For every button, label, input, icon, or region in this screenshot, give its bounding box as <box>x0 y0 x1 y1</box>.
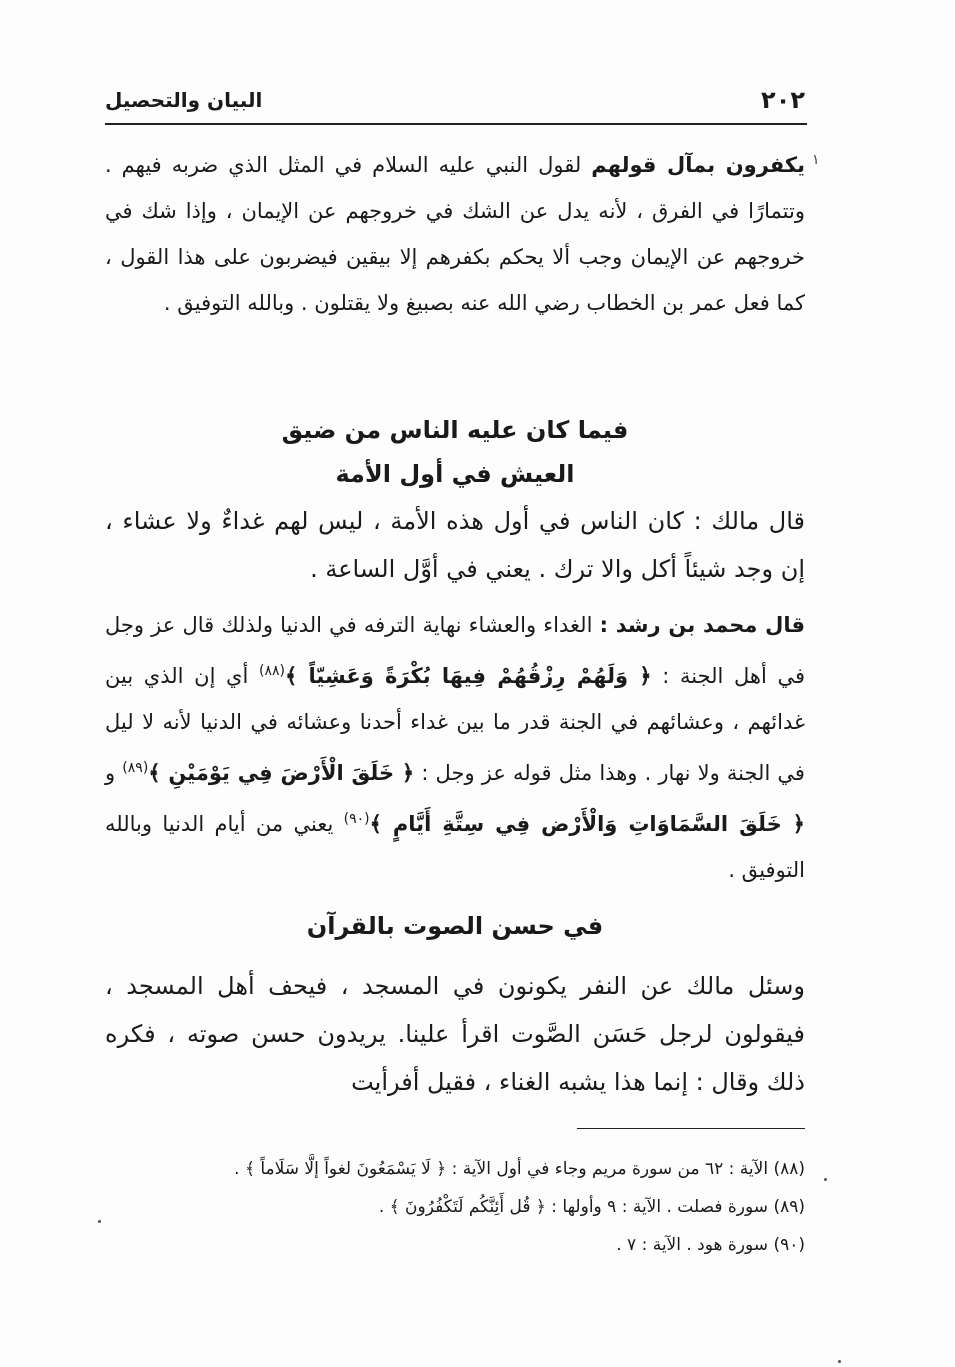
footnote-rule <box>577 1128 805 1129</box>
section-1-heading-line-1: فيما كان عليه الناس من ضيق <box>281 416 629 444</box>
footnote-ref-90[interactable]: (٩٠) <box>343 811 370 827</box>
header-rule <box>105 123 807 125</box>
section-1-paragraph-1 <box>105 497 805 593</box>
section-2-paragraph <box>105 962 805 1106</box>
scan-speck <box>824 1178 827 1181</box>
section-1-paragraph-2-text <box>105 602 805 893</box>
quran-verse-2: ﴿ خَلَقَ الْأَرْضَ فِي يَوْمَيْنِ ﴾ <box>148 761 415 785</box>
paragraph-1 <box>105 142 805 326</box>
section-1-paragraph-2-a: الغداء والعشاء نهاية الترفه في الدنيا ولذلك قال عز وجل في أهل الجنة : <box>105 613 806 688</box>
footnote-90: (٩٠) سورة هود . الآية : ٧ . <box>616 1235 805 1255</box>
paragraph-1-lead: يكفرون بمآل قولهم <box>591 153 806 177</box>
section-1-paragraph-2 <box>105 602 805 893</box>
footnote-ref-88[interactable]: (٨٨) <box>258 663 285 679</box>
section-2-paragraph-text: وسئل مالك عن النفر يكونون في المسجد ، فيحف أهل المسجد ، فيقولون لرجل حَسَن الصَّوت اقرأ علينا. يريدون حسن صوته ، فكره ذلك وقال : إنما هذا يشبه الغناء ، فقيل أفرأيت <box>105 972 805 1096</box>
page-number: ٢٠٢ <box>761 86 805 114</box>
quran-verse-1: ﴿ وَلَهُمْ رِزْقُهُمْ فِيهَا بُكْرَةً وَعَشِيّاً ﴾ <box>284 664 652 688</box>
section-1-paragraph-1-text: قال مالك : كان الناس في أول هذه الأمة ، ليس لهم غداءٌ ولا عشاء ، إن وجد شيئاً أكل والا ترك . يعني في أوَّل الساعة . <box>105 507 805 583</box>
section-1-paragraph-2-b: أي إن الذي بين غدائهم ، وعشائهم في الجنة قدر ما بين غداء أحدنا وعشائه في الدنيا لأنه لا ليل في الجنة ولا نهار . وهذا مثل قوله عز وجل : <box>105 664 805 785</box>
page-header <box>105 86 805 122</box>
paragraph-1-body: لقول النبي عليه السلام في المثل الذي ضربه فيهم . وتتمارًا في الفرق ، لأنه يدل عن الشك في خروجهم عن الإيمان ، وإذا شك في خروجهم عن الإيمان وجب ألا يحكم بكفرهم إلا بيقين فيضربون على هذا القول ، كما فعل عمر بن الخطاب رضي الله عنه بصبيغ ولا يقتلون . وبالله التوفيق . <box>105 153 805 315</box>
section-2-heading: في حسن الصوت بالقرآن <box>306 912 604 940</box>
paragraph-1-text <box>105 142 805 326</box>
quran-verse-3: ﴿ خَلَقَ السَّمَاوَاتِ وَالْأَرْض فِي سِتَّةِ أَيَّامٍ ﴾ <box>369 812 805 836</box>
footnotes <box>105 1150 805 1264</box>
section-1-paragraph-2-c: و <box>105 761 123 785</box>
margin-mark: ١ <box>812 152 820 168</box>
section-1-paragraph-2-d: يعني من أيام الدنيا وبالله التوفيق . <box>105 812 805 882</box>
scan-speck <box>838 1360 841 1363</box>
footnote-ref-89[interactable]: (٨٩) <box>122 760 149 776</box>
section-1-paragraph-2-lead: قال محمد بن رشد : <box>599 613 805 637</box>
section-1-heading-line-2: العيش في أول الأمة <box>335 460 575 488</box>
scan-speck <box>98 1220 101 1223</box>
running-title: البيان والتحصيل <box>105 88 263 112</box>
footnote-88: (٨٨) الآية : ٦٢ من سورة مريم وجاء في أول الآية : ﴿ لَا يَسْمَعُونَ لغواً إلَّا سَلَاماً ﴾ . <box>234 1159 805 1179</box>
footnote-89: (٨٩) سورة فصلت . الآية : ٩ وأولها : ﴿ قُل أَئِنَّكُم لَتَكْفُرُونَ ﴾ . <box>378 1197 805 1217</box>
